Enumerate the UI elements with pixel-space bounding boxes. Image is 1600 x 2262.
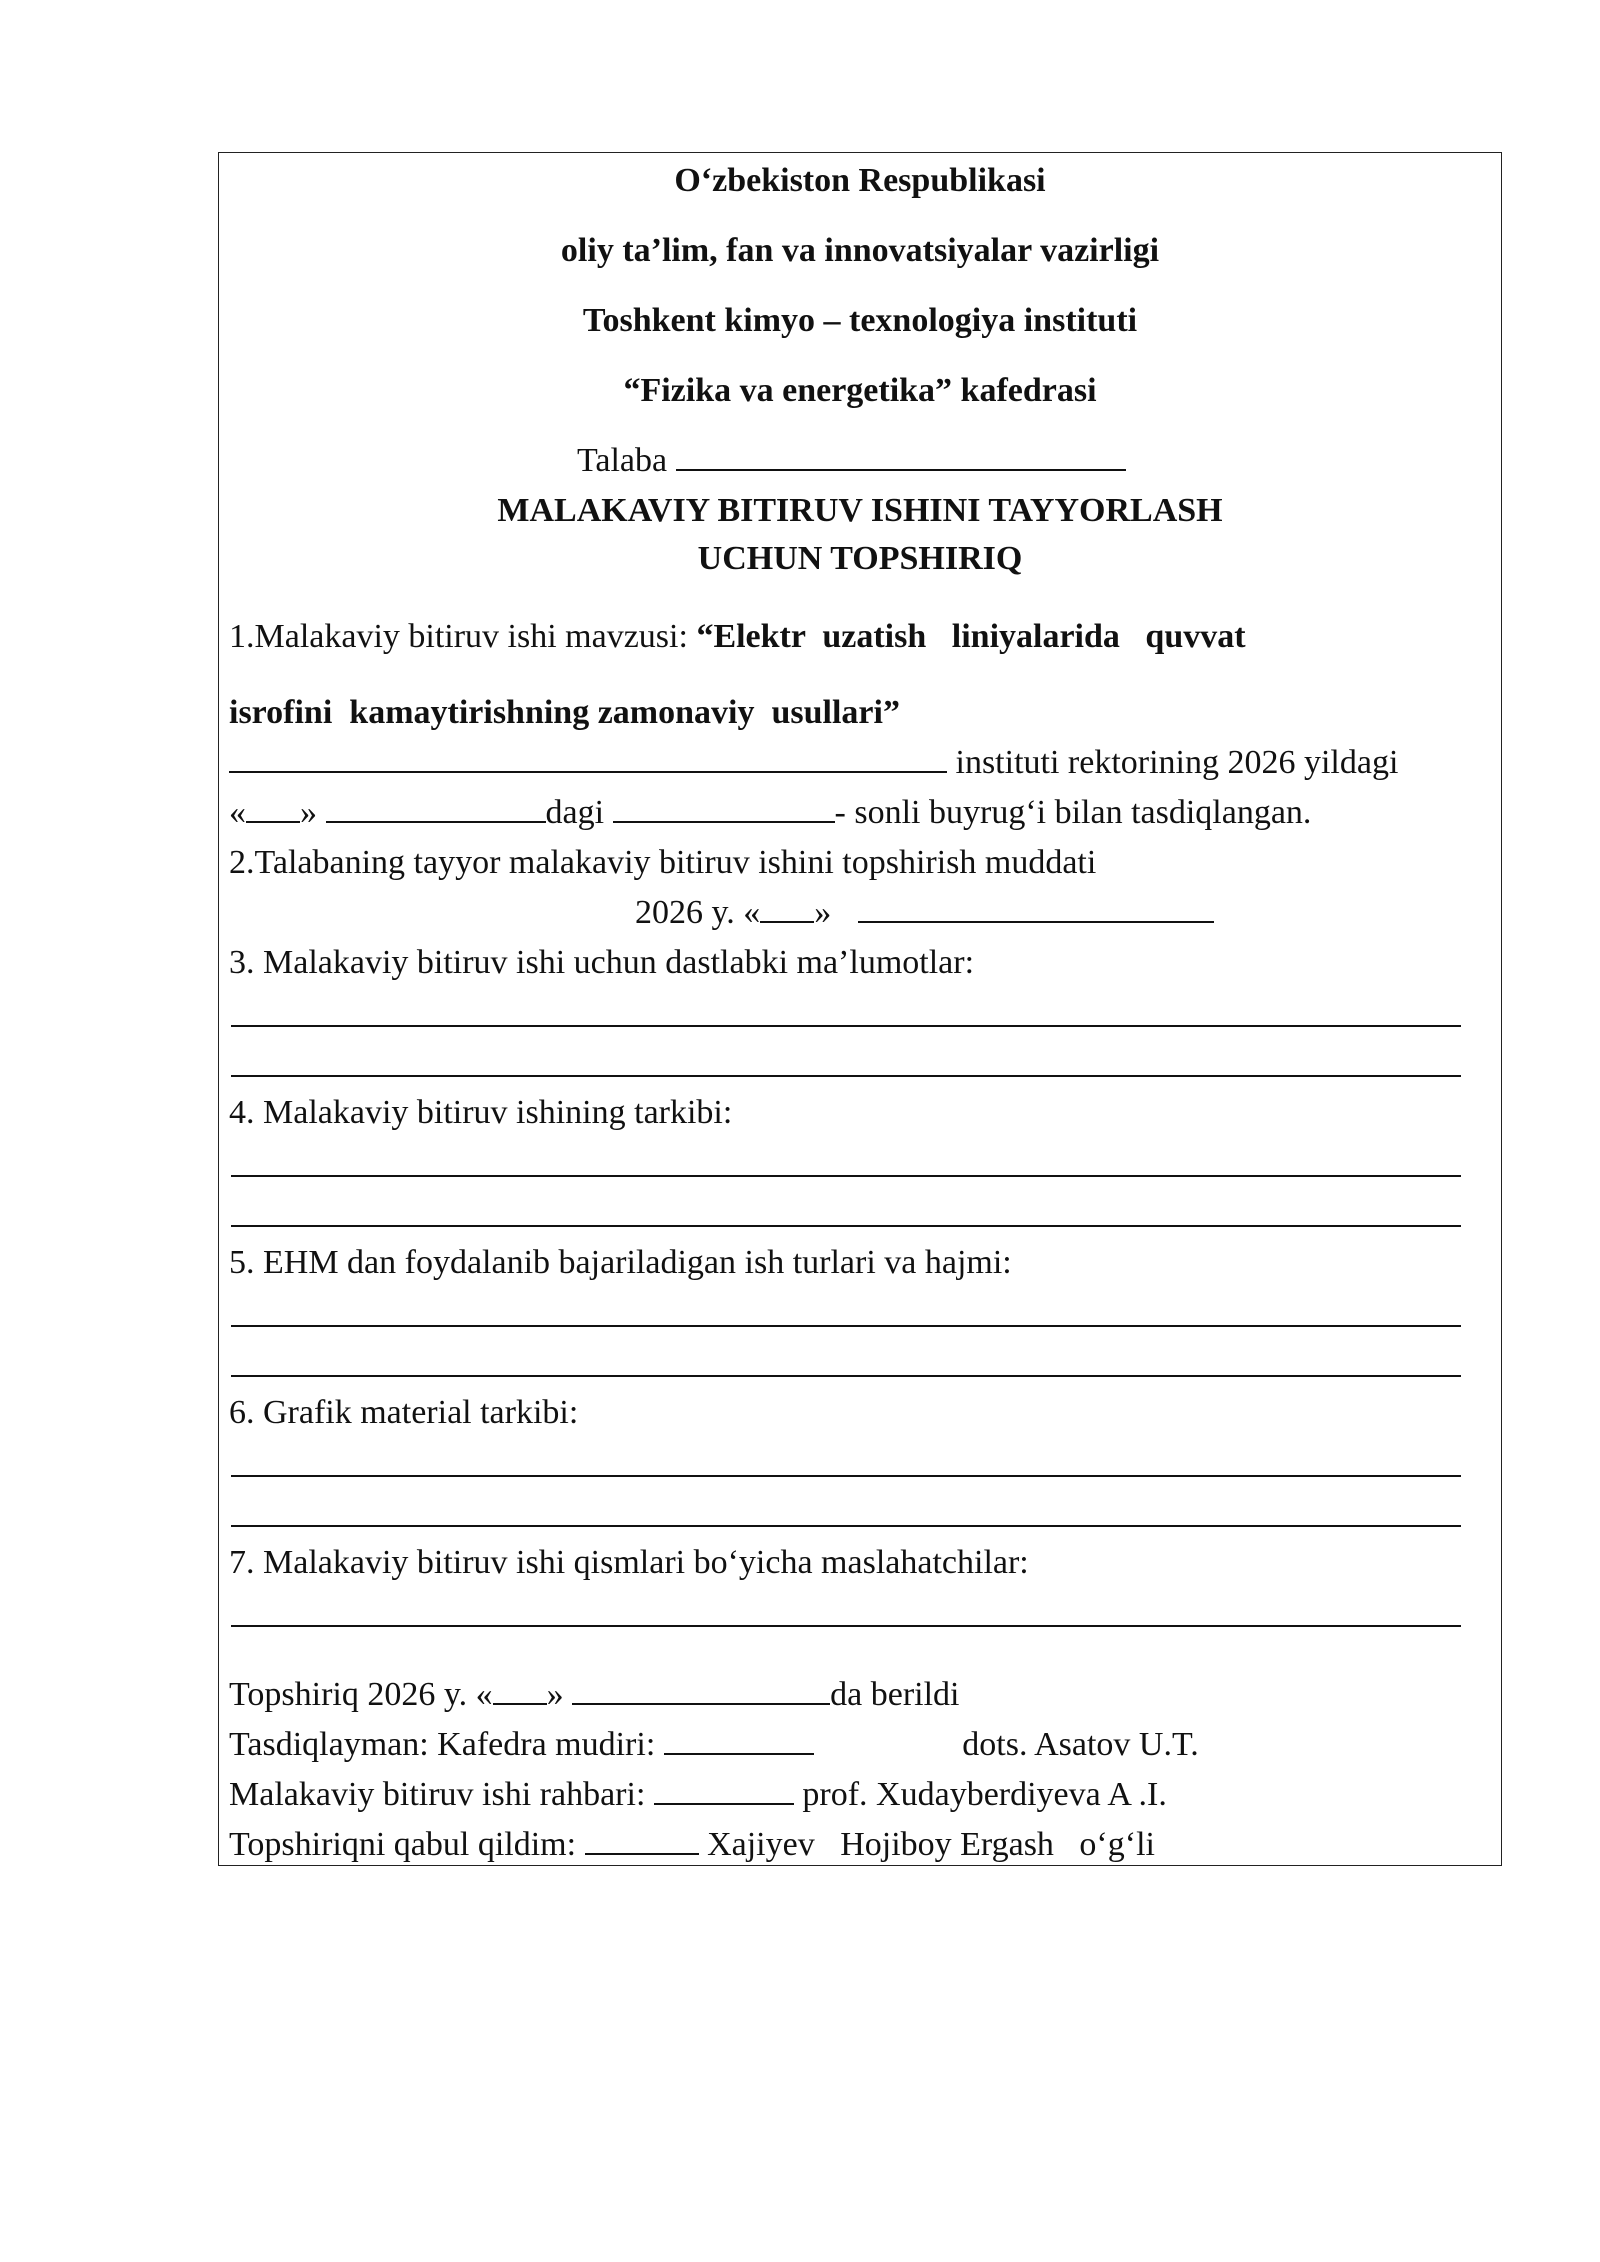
issued-prefix: Topshiriq 2026 y. « bbox=[229, 1676, 493, 1713]
order-day-blank[interactable] bbox=[246, 793, 300, 823]
supervisor-name: prof. Xudayberdiyeva A .I. bbox=[802, 1776, 1167, 1813]
supervisor-line bbox=[229, 1775, 1167, 1815]
accepted-name: Xajiyev Hojiboy Ergash o‘g‘li bbox=[707, 1826, 1155, 1863]
item2-date-prefix: 2026 y. « bbox=[635, 894, 761, 931]
student-line bbox=[577, 441, 1126, 481]
student-name-blank[interactable] bbox=[676, 441, 1126, 471]
issued-line bbox=[229, 1675, 959, 1715]
item3-label: 3. Malakaviy bitiruv ishi uchun dastlabki ma’lumotlar: bbox=[229, 944, 975, 981]
item4-label: 4. Malakaviy bitiruv ishining tarkibi: bbox=[229, 1094, 733, 1131]
item1-approval-text: instituti rektorining 2026 yildagi bbox=[955, 744, 1399, 781]
assignment-form bbox=[218, 152, 1502, 1866]
item6-label: 6. Grafik material tarkibi: bbox=[229, 1394, 579, 1431]
institute-blank[interactable] bbox=[229, 743, 947, 773]
approve-line bbox=[229, 1725, 1199, 1765]
issued-close: » bbox=[546, 1676, 564, 1713]
item1-topic-part2: isrofini kamaytirishning zamonaviy usullari” bbox=[229, 694, 900, 731]
header-department: “Fizika va energetika” kafedrasi bbox=[623, 372, 1097, 409]
accepted-line bbox=[229, 1825, 1155, 1865]
item7-blank-line-1[interactable] bbox=[231, 1625, 1461, 1627]
order-open-quote: « bbox=[229, 794, 246, 831]
item1-label: 1.Malakaviy bitiruv ishi mavzusi: bbox=[229, 618, 688, 655]
item4-blank-line-1[interactable] bbox=[231, 1175, 1461, 1177]
item1-topic-line1 bbox=[229, 617, 1246, 657]
order-dagi: dagi bbox=[545, 794, 605, 831]
order-number-blank[interactable] bbox=[613, 793, 835, 823]
title-line-2: UCHUN TOPSHIRIQ bbox=[697, 540, 1023, 577]
issued-suffix: da berildi bbox=[830, 1676, 960, 1713]
item4-blank-line-2[interactable] bbox=[231, 1225, 1461, 1227]
header-country: O‘zbekiston Respublikasi bbox=[674, 162, 1046, 199]
supervisor-signature-blank[interactable] bbox=[654, 1775, 794, 1805]
title-line-1: MALAKAVIY BITIRUV ISHINI TAYYORLASH bbox=[497, 492, 1223, 529]
item6-blank-line-1[interactable] bbox=[231, 1475, 1461, 1477]
item5-label: 5. EHM dan foydalanib bajariladigan ish turlari va hajmi: bbox=[229, 1244, 1012, 1281]
item6-blank-line-2[interactable] bbox=[231, 1525, 1461, 1527]
item1-topic-part1: “Elektr uzatish liniyalarida quvvat bbox=[696, 618, 1246, 655]
item2-date-line bbox=[635, 893, 1214, 933]
head-signature-blank[interactable] bbox=[664, 1725, 814, 1755]
approve-label: Tasdiqlayman: Kafedra mudiri: bbox=[229, 1726, 656, 1763]
issued-day-blank[interactable] bbox=[493, 1675, 547, 1705]
header-ministry: oliy ta’lim, fan va innovatsiyalar vazirligi bbox=[560, 232, 1160, 269]
item3-blank-line-1[interactable] bbox=[231, 1025, 1461, 1027]
approve-name: dots. Asatov U.T. bbox=[962, 1726, 1199, 1763]
deadline-month-blank[interactable] bbox=[858, 893, 1214, 923]
item5-blank-line-1[interactable] bbox=[231, 1325, 1461, 1327]
student-label: Talaba bbox=[577, 442, 668, 479]
item5-blank-line-2[interactable] bbox=[231, 1375, 1461, 1377]
student-signature-blank[interactable] bbox=[585, 1825, 699, 1855]
accepted-label: Topshiriqni qabul qildim: bbox=[229, 1826, 577, 1863]
order-month-blank[interactable] bbox=[326, 793, 546, 823]
order-text: - sonli buyrug‘i bilan tasdiqlangan. bbox=[834, 794, 1312, 831]
issued-month-blank[interactable] bbox=[572, 1675, 830, 1705]
order-close-quote: » bbox=[300, 794, 317, 831]
item3-blank-line-2[interactable] bbox=[231, 1075, 1461, 1077]
item7-label: 7. Malakaviy bitiruv ishi qismlari bo‘yicha maslahatchilar: bbox=[229, 1544, 1029, 1581]
deadline-day-blank[interactable] bbox=[760, 893, 814, 923]
header-institute: Toshkent kimyo – texnologiya instituti bbox=[582, 302, 1138, 339]
item2-date-close: » bbox=[814, 894, 832, 931]
supervisor-label: Malakaviy bitiruv ishi rahbari: bbox=[229, 1776, 646, 1813]
item1-order-line bbox=[229, 793, 1311, 833]
item1-approval-line bbox=[229, 743, 1398, 783]
item2-label: 2.Talabaning tayyor malakaviy bitiruv ishini topshirish muddati bbox=[229, 844, 1097, 881]
